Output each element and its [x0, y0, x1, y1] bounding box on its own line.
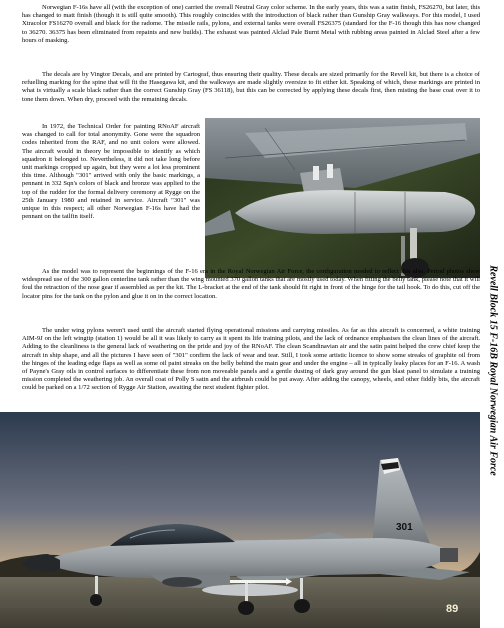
f16b-aircraft-image: [0, 412, 480, 628]
side-caption: [482, 120, 504, 620]
drop-tank-closeup-photo: [205, 118, 480, 278]
paragraph-decals: The decals are by Vingtor Decals, and are printed by Cartograf, thus ensuring their quality. These decals are sized primarily for the Revell kit, but there is a choice of refuelling marking for the spine that will fit the Hasegawa kit, and the walkways are made slightly oversize to fit either kit. Speaking of which, these markings are printed in what is virtually a scale black rather than the correct Gunship Gray (FS 36118), but this can be corrected by applying these decals first, then misting the base coat over it to tone them down. When dry, proceed with the remaining decals.: [22, 71, 480, 103]
paragraph-configuration: As the model was to represent the beginnings of the F-16 era in the Royal Norwegian Air Force, the configuration needed to reflect this also. Period photos show widespread use of the 300 gallon centerline tank rather than the wing mounted 370 gallon tanks that are mostly used today. When fitting the belly tank, please note that it will foul the retraction of the nose gear if assembled as per the kit. The L-bracket at the end of the tank should fit right in front of the hinge for the tail hook. To do this, cut off the locator pins for the tank on the pylon and glue it on in the correct location.: [22, 268, 480, 300]
f16b-aircraft-photo: [0, 412, 480, 628]
paragraph-weathering: The under wing pylons weren't used until the aircraft started flying operational missions and carrying missiles. As far as this aircraft is concerned, a white training AIM-9J on the left wingtip (station 1) would be all it was likely to carry as it spent its life training pilots, and the lack of ordnance emphasises the clean lines of the aircraft. Adding to the cleanliness is the general lack of weathering on the pride and joy of the RNoAF. The clean Scandinavian air and the satin paint helped the crew chief keep the aircraft in ship shape, and all the pictures I have seen of "301" confirm the lack of wear and tear. Still, I took some artistic licence to show some streaks of graphite oil from the hinges of the leading edge flaps as well as some oil paint streaks on the belly behind the main gear and under the engine – all in typically leaky places for an F-16. A wash of Payne's Gray oils in control surfaces to differentiate these from non moveable panels and a gentle dusting of dark gray around the gun blast panel to simulate a training mission completed the weathering job. An overall coat of Polly S satin and the airbrush could be put away. After adding the canopy, wheels, and other fiddly bits, the aircraft could be parked on a 1/72 section of Rygge Air Station, awaiting the next student fighter pilot.: [22, 327, 480, 392]
drop-tank-closeup-image: [205, 118, 480, 278]
tail-number-label: 301: [396, 522, 413, 533]
paragraph-paint-scheme: Norwegian F-16s have all (with the exception of one) carried the overall Neutral Gray color scheme. In the early years, this was a satin finish, FS26270, but later, this has changed to matt finish (though it is still quite smooth). This roughly coincides with the introduction of black rather than Gunship Gray walkways. For this model, I used Xtracolor FS16270 overall and black for the radome. The missile rails, pylons, and external tanks were overall FS26375 (standard for the F-16 though this has now changed to 36270. 36375 has been eliminated from repaints and new builds). The exhaust was painted Alclad Pale Burnt Metal with rubbing areas painted in Alclad Steel after a few hours of masking.: [22, 4, 480, 44]
page-number: 89: [446, 603, 459, 615]
paragraph-unit-markings: In 1972, the Technical Order for painting RNoAF aircraft was changed to call for total anonymity. Gone were the squadron codes inherited from the RAF, and no unit colors were allowed. The aircraft would in theory be impossible to identify as which squadron it belonged to. Nevertheless, it did not take long before unit markings cropped up again, but they were a lot less prominent this time. Although "301" arrived with only the basic markings, a pennant in 332 Sqn's colors of black and bronze was applied to the top of the rudder for the formal delivery ceremony at Rygge on the 25th January 1980 and retained in service. Aircraft "301" was unique in this respect; all other Norwegian F-16s have had the pennant on the tailfin itself.: [22, 123, 200, 221]
side-caption-text: Revell Block 15 F-16B Royal Norwegian Air Force: [487, 264, 499, 476]
